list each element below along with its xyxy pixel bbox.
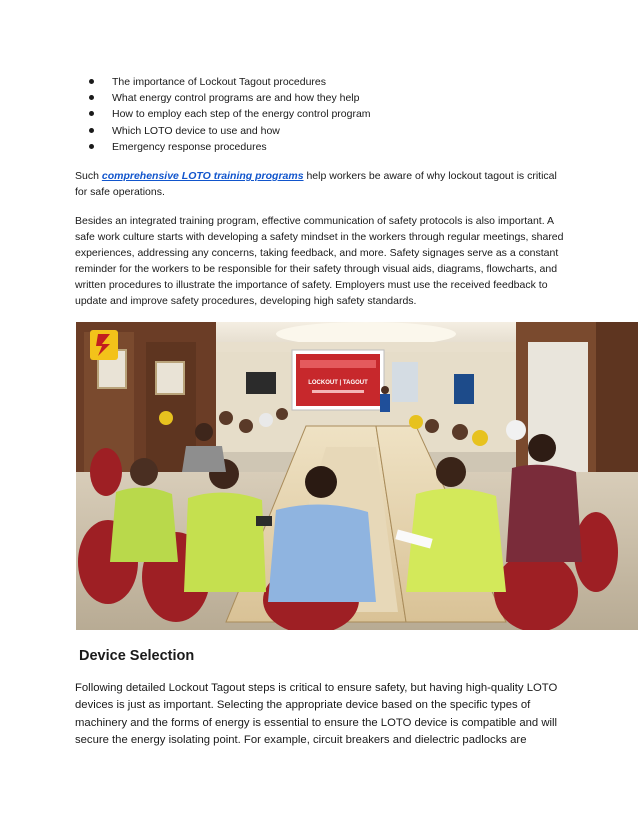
e-safe-logo: [90, 330, 118, 360]
list-item: Which LOTO device to use and how: [75, 123, 575, 139]
bullet-dot-icon: [89, 79, 94, 84]
device-selection-heading: Device Selection: [79, 648, 195, 664]
training-programs-paragraph: Such comprehensive LOTO training programs help workers be aware of why lockout tagout is critical for safe operations.: [75, 170, 557, 199]
list-item: How to employ each step of the energy control program: [75, 106, 575, 122]
projector-screen: [292, 350, 384, 410]
loto-training-link[interactable]: comprehensive LOTO training programs: [101, 170, 304, 182]
bullet-dot-icon: [89, 144, 94, 149]
topic-bullet-list: [75, 74, 575, 155]
safety-communication-paragraph: Besides an integrated training program, effective communication of safety protocols is also important. A safe work culture starts with developing a safety mindset in the workers through regular meetings, shared experiences, addressing any concerns, taking feedback, and more. Safety signages serve as a constant reminder for the workers to be responsible for their safety through visual aids, diagrams, flowcharts, and written procedures to illustrate the importance of safety. Employers must use the received feedback to update and improve safety procedures, developing high safety standards.: [75, 215, 564, 308]
bullet-dot-icon: [89, 111, 94, 116]
list-item: What energy control programs are and how they help: [75, 90, 575, 106]
screen-title-text: LOCKOUT | TAGOUT: [308, 380, 368, 386]
bullet-dot-icon: [89, 128, 94, 133]
bullet-dot-icon: [89, 95, 94, 100]
device-selection-paragraph: Following detailed Lockout Tagout steps is critical to ensure safety, but having high-quality LOTO devices is just as important. Selecting the appropriate device based on the specific types of machinery and the forms of energy is essential to ensure the LOTO device is compatible and will secure the energy isolating point. For example, circuit breakers and dielectric padlocks are: [75, 682, 558, 746]
training-session-photo: [76, 322, 638, 630]
list-item: Emergency response procedures: [75, 139, 575, 155]
list-item: The importance of Lockout Tagout procedures: [75, 74, 575, 90]
